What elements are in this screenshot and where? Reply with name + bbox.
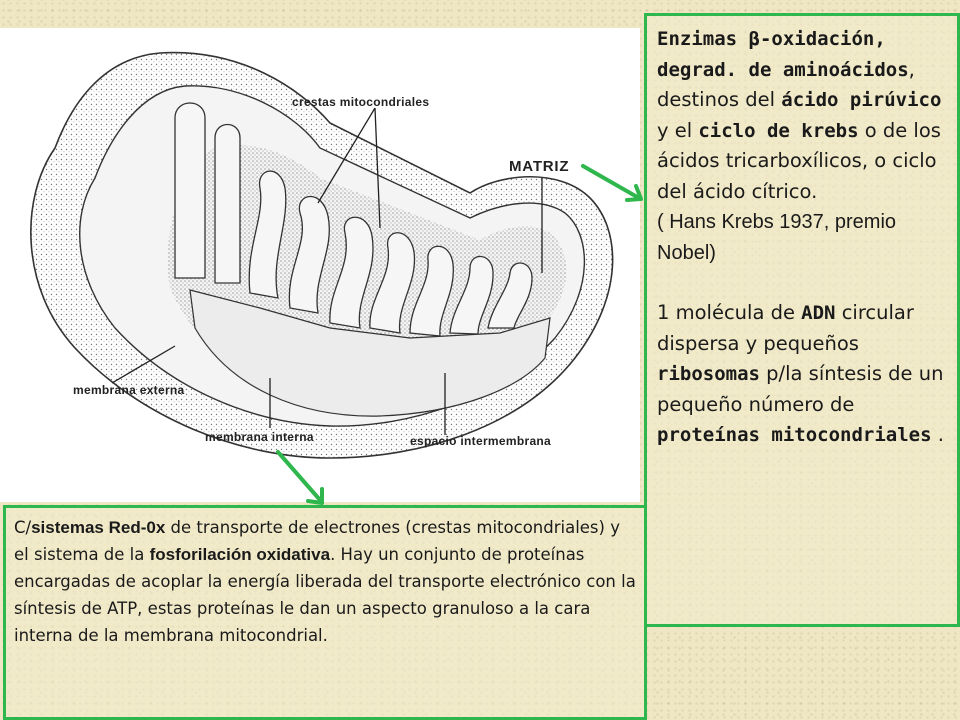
dna-paragraph: [657, 298, 949, 451]
destinos-text: , destinos del: [657, 57, 915, 111]
ribosomas-text: ribosomas: [657, 363, 760, 385]
label-matriz: MATRIZ: [509, 158, 570, 175]
cx-text: C/: [14, 518, 32, 537]
label-espacio-intermembrana: espacio intermembrana: [410, 434, 552, 448]
matrix-enzymes-paragraph: [657, 24, 949, 268]
enzimas-text: Enzimas β-oxidación, degrad. de aminoácidos: [657, 28, 909, 81]
adn-text: ADN: [801, 302, 836, 324]
fosforilacion-text: fosforilación oxidativa: [149, 545, 331, 564]
ciclo-krebs-text: ciclo de krebs: [698, 119, 859, 142]
y-el-text: y el: [657, 118, 699, 142]
atp-text: . Hay un conjunto de proteínas encargadas de acoplar la energía liberada del transporte electrónico con la síntesis de ATP, estas proteínas le dan un aspecto granuloso a la cara interna de la membrana mitocondrial.: [14, 545, 636, 645]
period-text: .: [931, 423, 944, 446]
sistemas-redox-text: sistemas Red-0x: [31, 518, 166, 537]
arrow-to-right-panel: [575, 160, 655, 210]
label-crestas: crestas mitocondriales: [292, 95, 430, 109]
sintesis-text: p/la síntesis de un pequeño número de: [657, 362, 944, 416]
arrow-to-bottom-panel: [270, 444, 340, 514]
acido-piruvico-text: ácido pirúvico: [781, 89, 942, 111]
hans-krebs-text: ( Hans Krebs 1937, premio Nobel): [657, 211, 897, 264]
circular-text: circular dispersa y pequeños: [657, 301, 914, 355]
transporte-text: de transporte de electrones (crestas mitocondriales) y el sistema de la: [14, 518, 620, 564]
inner-membrane-info-panel: [3, 505, 647, 720]
tricarboxilicos-text: o de los ácidos tricarboxílicos, o ciclo del ácido cítrico.: [657, 118, 941, 203]
proteinas-mitocondriales-text: proteínas mitocondriales: [657, 424, 932, 446]
label-membrana-interna: membrana interna: [205, 430, 314, 444]
matrix-info-panel: [644, 13, 960, 627]
mitochondrion-figure: [0, 28, 640, 502]
molecula-text: 1 molécula de: [657, 301, 802, 324]
label-membrana-externa: membrana externa: [73, 383, 185, 397]
